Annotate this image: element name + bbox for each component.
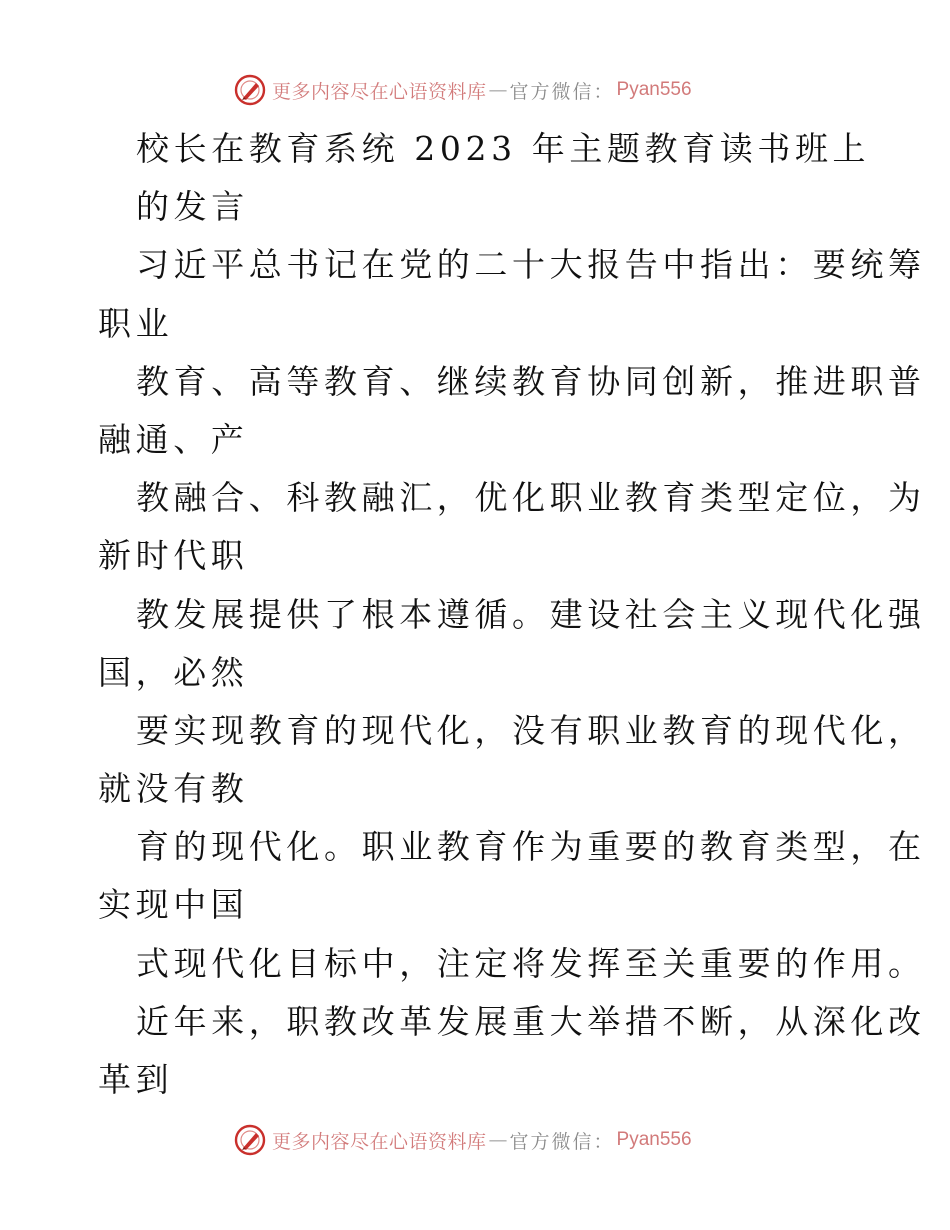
text-line: 就没有教 [98,769,249,809]
quill-pen-circle-icon [234,1124,266,1156]
header-watermark [234,72,692,108]
text-line: 近年来，职教改革发展重大举措不断，从深化改 [136,1001,926,1041]
text-line: 育的现代化。职业教育作为重要的教育类型，在 [136,827,926,867]
document-body [98,120,926,1109]
text-line: 职业 [98,303,174,343]
watermark-dash: — [488,1129,508,1151]
watermark-brand-text: 更多内容尽在心语资料库 [272,1130,487,1153]
watermark-wechat-id: Pyan556 [616,79,692,100]
watermark-brand-text: 更多内容尽在心语资料库 [272,80,487,103]
text-line: 革到 [98,1060,174,1099]
text-line: 教育、高等教育、继续教育协同创新，推进职普 [136,361,926,401]
text-line: 实现中国 [98,885,249,925]
watermark-dash: — [488,79,508,101]
text-line: 要实现教育的现代化，没有职业教育的现代化， [136,710,926,750]
footer-watermark [234,1122,692,1158]
text-line: 式现代化目标中，注定将发挥至关重要的作用。 [136,943,926,983]
text-line: 的发言 [136,187,249,227]
text-line: 校长在教育系统 2023 年主题教育读书班上 [136,129,871,168]
watermark-wechat-id: Pyan556 [616,1129,692,1150]
quill-pen-circle-icon [234,74,266,106]
text-line: 新时代职 [98,536,249,576]
text-line: 习近平总书记在党的二十大报告中指出：要统筹 [136,245,926,285]
text-line: 教融合、科教融汇，优化职业教育类型定位，为 [136,478,926,518]
text-line: 国，必然 [98,652,249,692]
text-line: 融通、产 [98,419,249,459]
text-line: 教发展提供了根本遵循。建设社会主义现代化强 [136,594,926,634]
watermark-wechat-label: 官方微信： [509,80,615,103]
watermark-wechat-label: 官方微信： [509,1130,615,1153]
